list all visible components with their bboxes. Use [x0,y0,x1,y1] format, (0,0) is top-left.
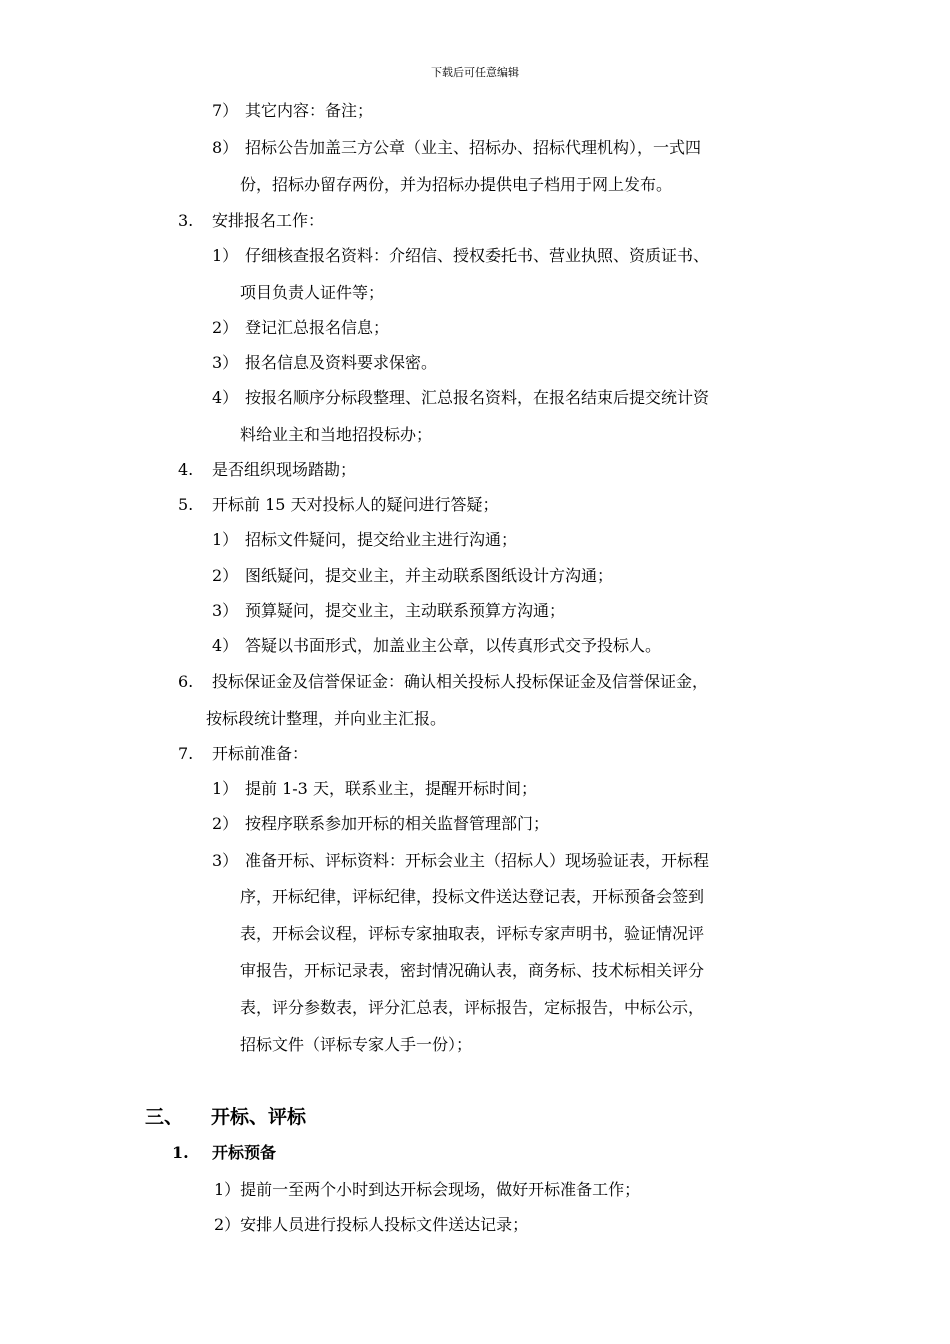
item-number: 1） [212,779,239,798]
item-number: 2） [212,566,239,585]
list-item-continuation: 项目负责人证件等； [240,283,385,302]
item-text: 仔细核查报名资料：介绍信、授权委托书、营业执照、资质证书、 [245,246,710,265]
list-item: 1）提前一至两个小时到达开标会现场，做好开标准备工作； [214,1180,641,1199]
item-text: 报名信息及资料要求保密。 [245,353,438,372]
item-number: 3） [212,601,239,620]
list-item-continuation: 表，评分参数表，评分汇总表，评标报告，定标报告，中标公示， [240,998,705,1017]
list-item [212,138,701,158]
list-item [212,779,537,799]
list-item [212,851,709,871]
list-item [212,246,709,266]
item-number: 1） [212,530,239,549]
item-text: 提前 1-3 天，联系业主，提醒开标时间； [245,779,537,798]
list-item [212,318,389,338]
item-text: 其它内容：备注； [245,101,374,120]
item-number: 2） [212,814,239,833]
list-item-continuation: 审报告，开标记录表，密封情况确认表，商务标、技术标相关评分 [240,961,705,980]
item-number: 3） [212,353,239,372]
item-number: 7） [212,101,239,120]
section-title: 开标、评标 [211,1106,307,1128]
list-item [212,388,709,408]
list-item [212,636,661,656]
item-text: 开标前 15 天对投标人的疑问进行答疑； [212,495,499,514]
list-item-continuation: 按标段统计整理，并向业主汇报。 [206,709,447,728]
item-text: 登记汇总报名信息； [245,318,390,337]
list-item-continuation: 序，开标纪律，评标纪律，投标文件送达登记表，开标预备会签到 [240,887,705,906]
item-text: 招标公告加盖三方公章（业主、招标办、招标代理机构），一式四 [245,138,702,157]
item-text: 招标文件疑问，提交给业主进行沟通； [245,530,518,549]
section-heading [145,1105,306,1129]
item-text: 准备开标、评标资料：开标会业主（招标人）现场验证表，开标程 [245,851,710,870]
item-number: 4） [212,636,239,655]
list-item [178,211,324,231]
subsection-heading [172,1143,276,1163]
list-item: 2）安排人员进行投标人投标文件送达记录； [214,1215,529,1234]
item-number: 8） [212,138,239,157]
list-item [212,101,373,121]
item-text: 答疑以书面形式，加盖业主公章，以传真形式交予投标人。 [245,636,662,655]
item-number: 3. [178,211,194,230]
list-item [178,460,356,480]
subsection-number: 1. [172,1143,189,1162]
item-number: 5. [178,495,194,514]
list-item [178,672,708,692]
item-text: 投标保证金及信誉保证金：确认相关投标人投标保证金及信誉保证金， [212,672,709,691]
section-number: 三、 [145,1106,184,1128]
item-number: 6. [178,672,194,691]
item-text: 是否组织现场踏勘； [212,460,357,479]
item-number: 7. [178,744,194,763]
item-text: 图纸疑问，提交业主，并主动联系图纸设计方沟通； [245,566,614,585]
item-text: 按报名顺序分标段整理、汇总报名资料，在报名结束后提交统计资 [245,388,710,407]
list-item [212,530,517,550]
list-item [212,601,565,621]
list-item [212,814,549,834]
item-number: 4. [178,460,194,479]
list-item [178,495,499,515]
item-number: 4） [212,388,239,407]
page-header: 下载后可任意编辑 [431,66,519,79]
item-text: 安排报名工作： [212,211,325,230]
item-text: 按程序联系参加开标的相关监督管理部门； [245,814,550,833]
list-item [178,744,308,764]
item-number: 1） [212,246,239,265]
item-number: 2） [212,318,239,337]
item-text: 开标前准备： [212,744,309,763]
list-item-continuation: 料给业主和当地招投标办； [240,425,433,444]
list-item-continuation: 招标文件（评标专家人手一份）； [240,1035,473,1054]
subsection-title: 开标预备 [212,1143,277,1162]
list-item-continuation: 份，招标办留存两份，并为招标办提供电子档用于网上发布。 [240,175,673,194]
list-item [212,353,437,373]
list-item [212,566,613,586]
list-item-continuation: 表，开标会议程，评标专家抽取表，评标专家声明书，验证情况评 [240,924,705,943]
item-number: 3） [212,851,239,870]
item-text: 预算疑问，提交业主，主动联系预算方沟通； [245,601,566,620]
